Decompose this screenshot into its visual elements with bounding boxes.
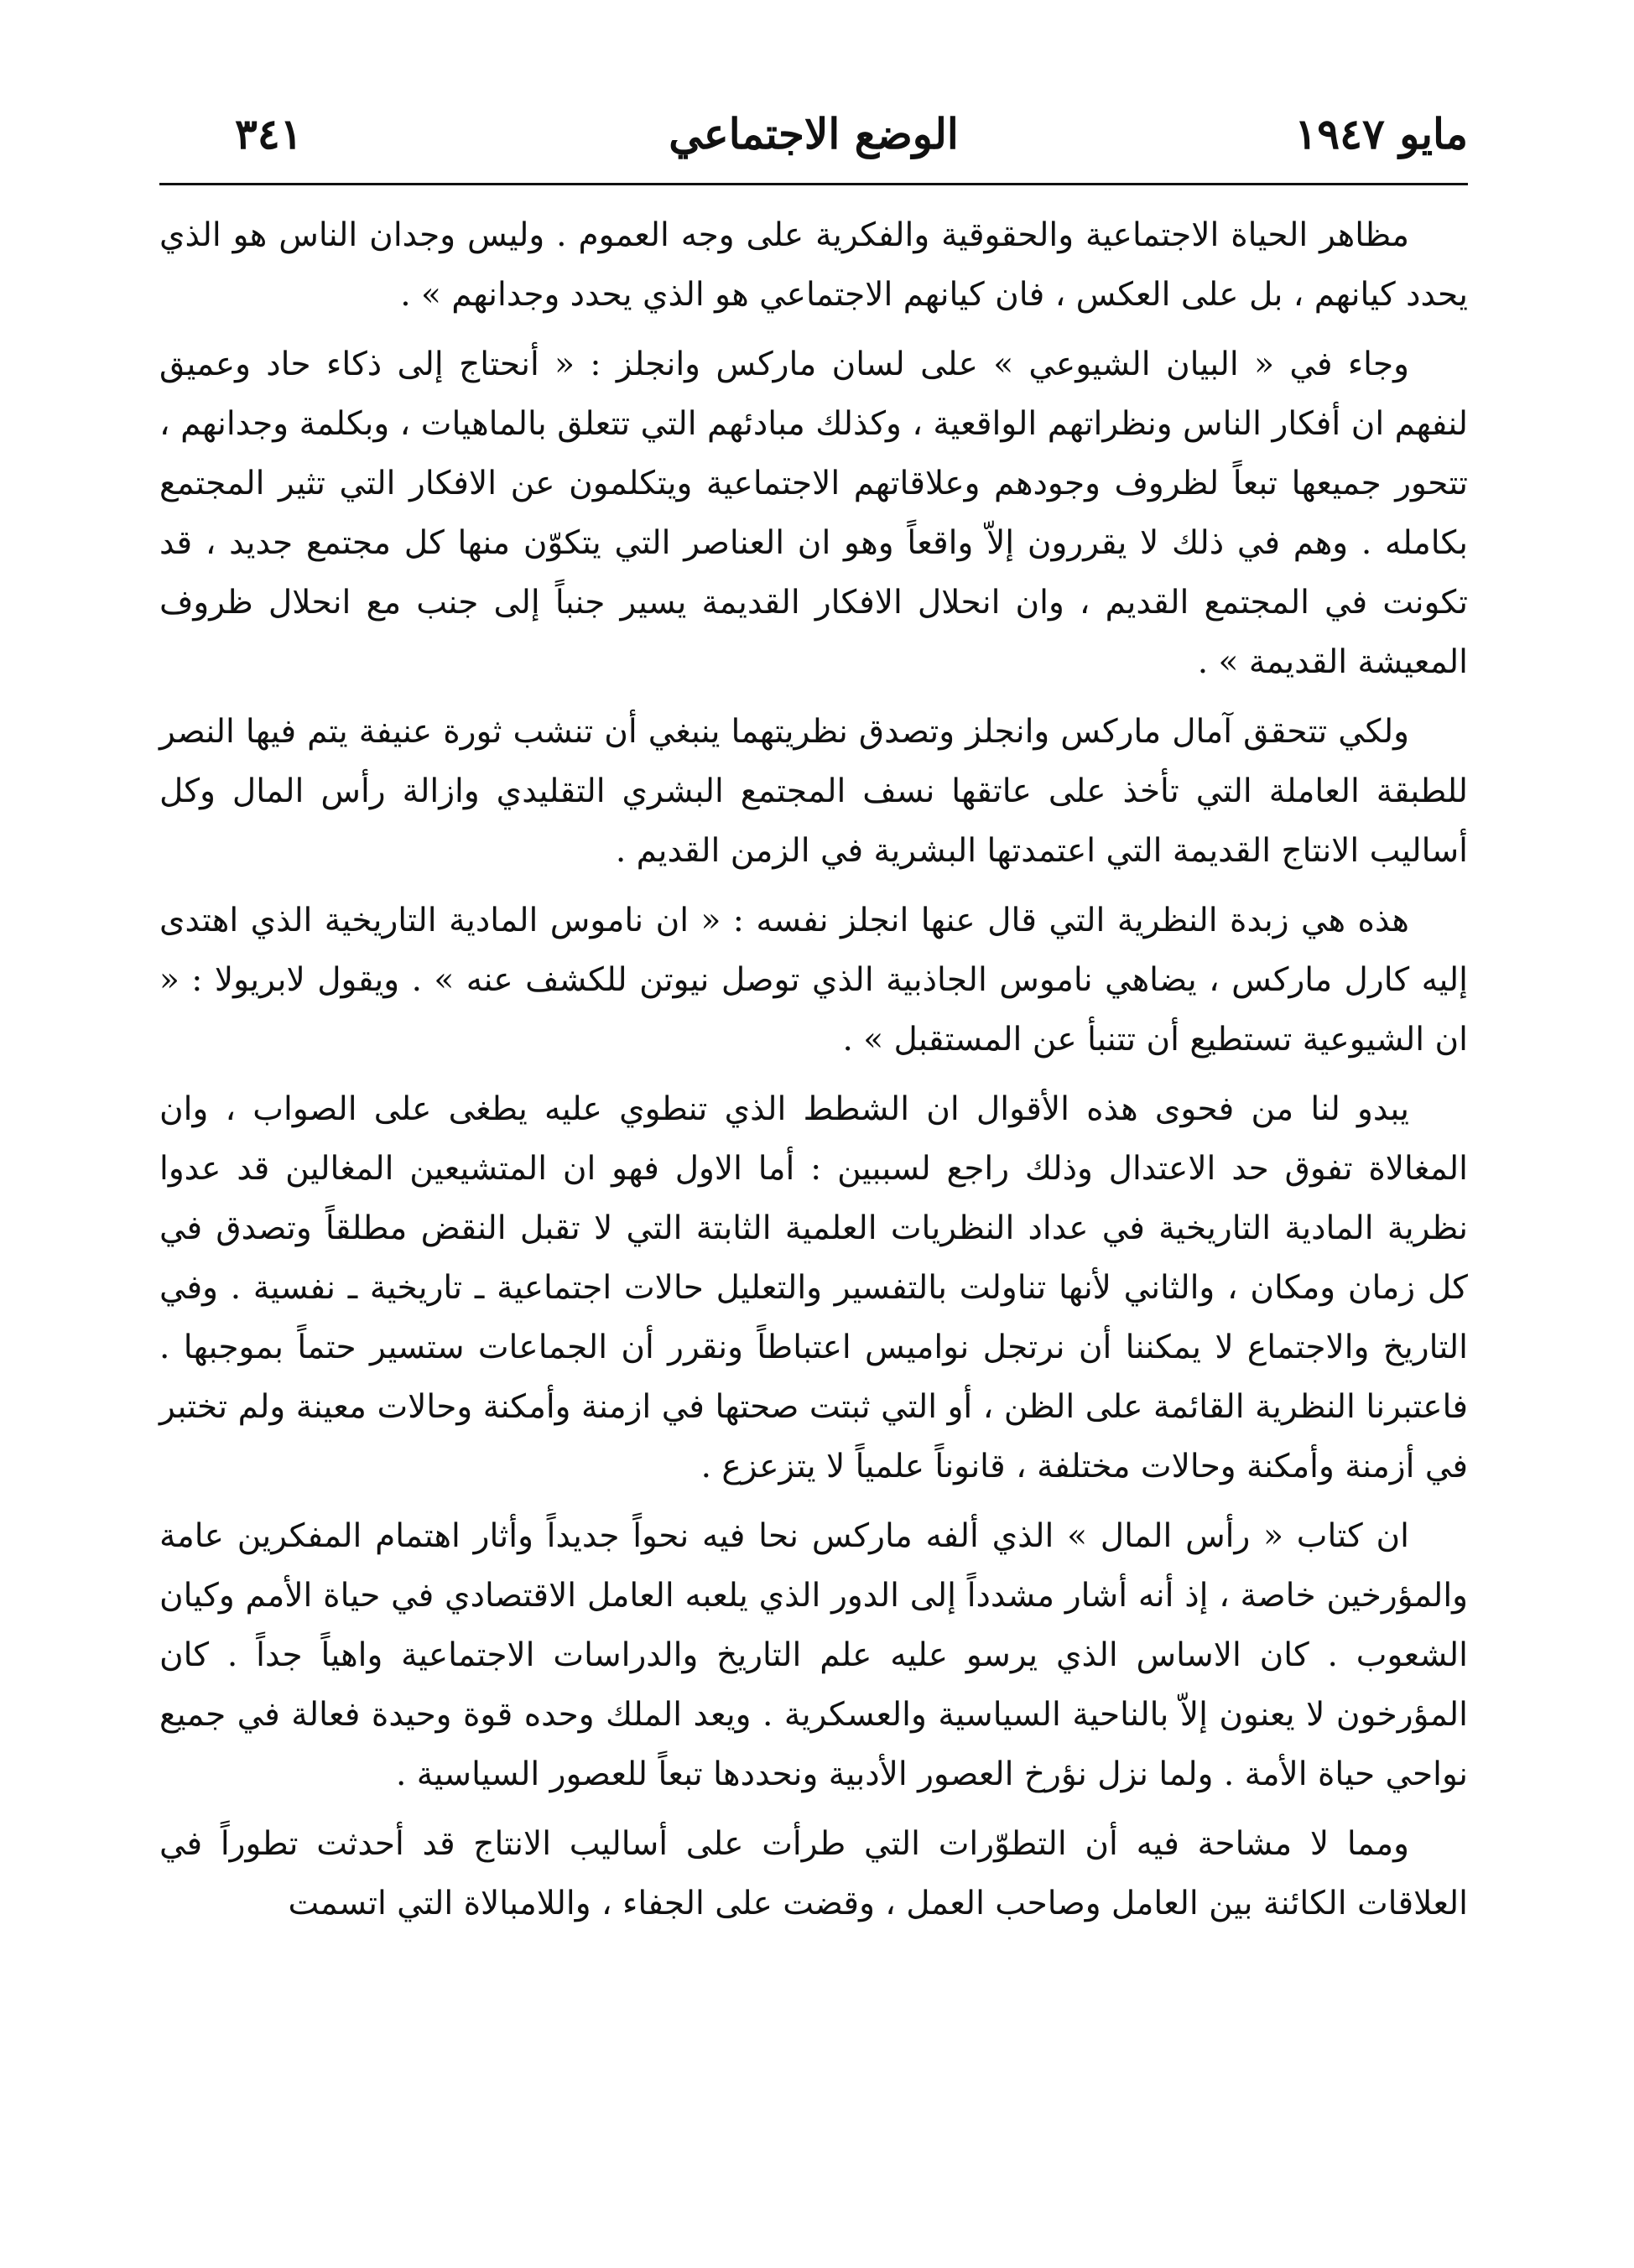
header-page-number: ٣٤١ (235, 109, 303, 159)
header-date: مايو ١٩٤٧ (1294, 109, 1468, 159)
page-header (159, 101, 1468, 176)
paragraph: هذه هي زبدة النظرية التي قال عنها انجلز نفسه : « ان ناموس المادية التاريخية الذي اهتدى إليه كارل ماركس ، يضاهي ناموس الجاذبية الذي توصل نيوتن للكشف عنه » . ويقول لابريولا : « ان الشيوعية تستطيع أن تتنبأ عن المستقبل » . (159, 902, 1468, 1059)
paragraph: يبدو لنا من فحوى هذه الأقوال ان الشطط الذي تنطوي عليه يطغى على الصواب ، وان المغالاة تفوق حد الاعتدال وذلك راجع لسببين : أما الاول فهو ان المتشيعين المغالين قد عدوا نظرية المادية التاريخية في عداد النظريات العلمية الثابتة التي لا تقبل النقض مطلقاً وتصدق في كل زمان ومكان ، والثاني لأنها تناولت بالتفسير والتعليل حالات اجتماعية ـ تاريخية ـ نفسية . وفي التاريخ والاجتماع لا يمكننا أن نرتجل نواميس اعتباطاً ونقرر أن الجماعات ستسير حتماً بموجبها . فاعتبرنا النظرية القائمة على الظن ، أو التي ثبتت صحتها في ازمنة وأمكنة وحالات معينة ولم تختبر في أزمنة وأمكنة وحالات مختلفة ، قانوناً علمياً لا يتزعزع . (159, 1090, 1468, 1485)
paragraph: وجاء في « البيان الشيوعي » على لسان ماركس وانجلز : « أنحتاج إلى ذكاء حاد وعميق لنفهم ان أفكار الناس ونظراتهم الواقعية ، وكذلك مبادئهم التي تتعلق بالماهيات ، وبكلمة وجدانهم ، تتحور جميعها تبعاً لظروف وجودهم وعلاقاتهم الاجتماعية ويتكلمون عن الافكار التي تثير المجتمع بكامله . وهم في ذلك لا يقررون إلاّ واقعاً وهو ان العناصر التي يتكوّن منها كل مجتمع جديد ، قد تكونت في المجتمع القديم ، وان انحلال الافكار القديمة يسير جنباً إلى جنب مع انحلال ظروف المعيشة القديمة » . (159, 346, 1468, 681)
document-page (159, 101, 1468, 2214)
header-title: الوضع الاجتماعي (669, 109, 959, 159)
article-body (159, 205, 1468, 1943)
paragraph: مظاهر الحياة الاجتماعية والحقوقية والفكرية على وجه العموم . وليس وجدان الناس هو الذي يحدد كيانهم ، بل على العكس ، فان كيانهم الاجتماعي هو الذي يحدد وجدانهم » . (159, 216, 1468, 314)
paragraph: ومما لا مشاحة فيه أن التطوّرات التي طرأت على أساليب الانتاج قد أحدثت تطوراً في العلاقات الكائنة بين العامل وصاحب العمل ، وقضت على الجفاء ، واللامبالاة التي اتسمت (159, 1825, 1468, 1922)
paragraph: ولكي تتحقق آمال ماركس وانجلز وتصدق نظريتهما ينبغي أن تنشب ثورة عنيفة يتم فيها النصر للطبقة العاملة التي تأخذ على عاتقها نسف المجتمع البشري التقليدي وازالة رأس المال وكل أساليب الانتاج القديمة التي اعتمدتها البشرية في الزمن القديم . (159, 713, 1468, 870)
paragraph: ان كتاب « رأس المال » الذي ألفه ماركس نحا فيه نحواً جديداً وأثار اهتمام المفكرين عامة والمؤرخين خاصة ، إذ أنه أشار مشدداً إلى الدور الذي يلعبه العامل الاقتصادي في حياة الأمم وكيان الشعوب . كان الاساس الذي يرسو عليه علم التاريخ والدراسات الاجتماعية واهياً جداً . كان المؤرخون لا يعنون إلاّ بالناحية السياسية والعسكرية . ويعد الملك وحده قوة وحيدة فعالة في جميع نواحي حياة الأمة . ولما نزل نؤرخ العصور الأدبية ونحددها تبعاً للعصور السياسية . (159, 1517, 1468, 1793)
header-divider (159, 183, 1468, 185)
